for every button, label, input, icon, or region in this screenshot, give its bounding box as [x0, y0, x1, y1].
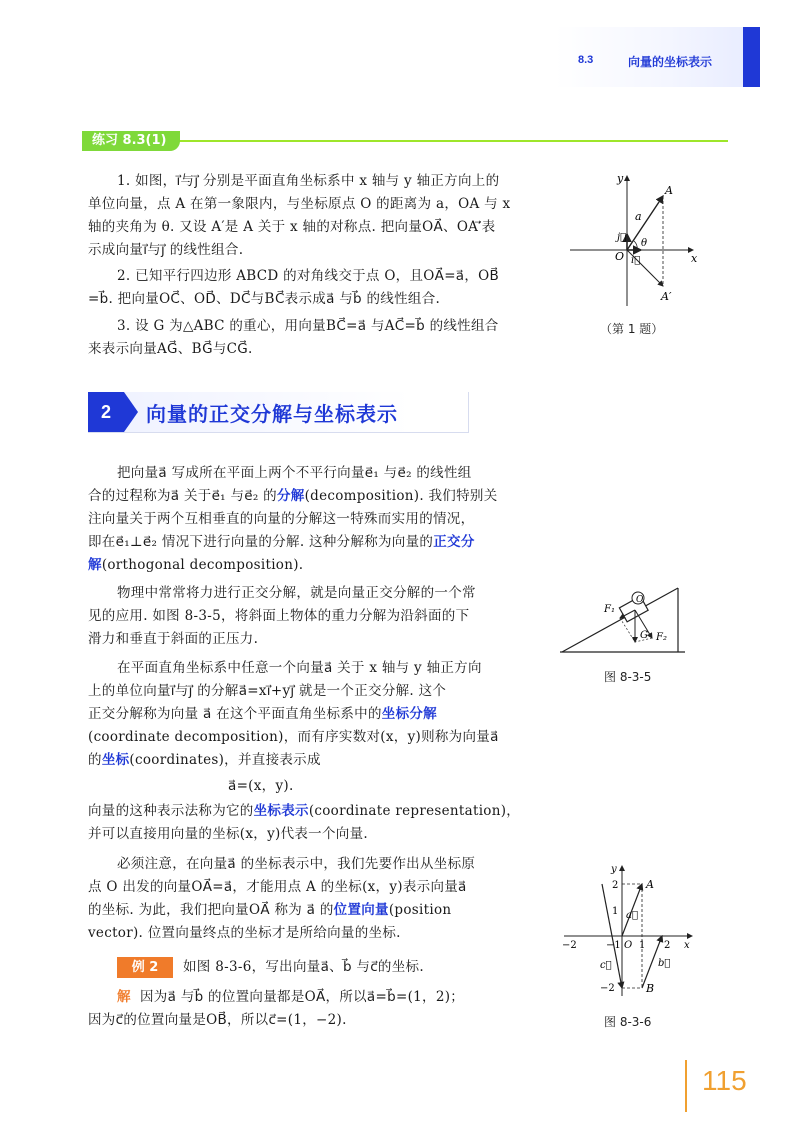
fig836-tick-y1: 1 — [612, 906, 619, 917]
solution-label: 解 — [117, 989, 131, 1005]
example-2-text: 如图 8-3-6，写出向量a⃗、b⃗ 与c⃗的坐标. — [183, 959, 424, 975]
fig835-label-f2: F₂ — [656, 632, 667, 643]
fig835-label-f1: F₁ — [604, 604, 615, 615]
para3-line-7: 并可以直接用向量的坐标(x，y)代表一个向量. — [88, 826, 368, 842]
fig836-label-a-vector: a⃗ — [626, 910, 638, 921]
figure-8-3-5 — [560, 580, 700, 660]
figure-8-3-6-caption: 图 8-3-6 — [604, 1015, 652, 1029]
fig1-label-origin: O — [615, 250, 625, 263]
fig836-label-b-point: B — [646, 982, 655, 995]
section-arrow — [124, 392, 138, 432]
section-number: 2 — [88, 392, 124, 432]
fig836-tick-x1: 1 — [639, 940, 646, 951]
fig1-label-length: a — [635, 210, 642, 223]
fig835-label-g: G — [640, 630, 648, 641]
header-section-number: 8.3 — [578, 54, 594, 66]
fig836-tick-xm2: −2 — [562, 940, 577, 951]
section-title: 向量的正交分解与坐标表示 — [146, 402, 398, 426]
exercise-1-figure-caption: （第 1 题） — [600, 322, 664, 336]
term-coordinate-decomposition: 坐标分解 — [381, 706, 437, 722]
fig1-label-i: i⃗ — [631, 255, 641, 266]
term-orthogonal-decomposition: 正交分 — [433, 534, 475, 550]
exercise-3-line-1: 3. 设 G 为△ABC 的重心，用向量BC⃗=a⃗ 与AC⃗=b⃗ 的线性组合 — [117, 318, 499, 334]
term-position-vector: 位置向量 — [333, 902, 389, 918]
fig836-label-y: y — [611, 864, 617, 875]
term-coordinate-representation: 坐标表示 — [253, 803, 309, 819]
para3-line-1: 在平面直角坐标系中任意一个向量a⃗ 关于 x 轴与 y 轴正方向 — [117, 660, 482, 676]
fig836-tick-ym2: −2 — [600, 983, 615, 994]
para1-line-3: 注向量关于两个互相垂直的向量的分解这一特殊而实用的情况， — [88, 511, 475, 527]
fig1-label-a-point: A — [665, 184, 673, 197]
exercise-tab: 练习 8.3(1) — [82, 131, 180, 151]
example-2-tab: 例 2 — [117, 957, 173, 978]
figure-8-3-5-caption: 图 8-3-5 — [604, 670, 652, 684]
exercise-1-line-4: 示成向量i⃗与j⃗ 的线性组合. — [88, 242, 244, 258]
para4-line-1: 必须注意，在向量a⃗ 的坐标表示中，我们先要作出从坐标原 — [117, 856, 476, 872]
exercise-2-line-1: 2. 已知平行四边形 ABCD 的对角线交于点 O，且OA⃗=a⃗，OB⃗ — [117, 268, 500, 284]
term-coordinates: 坐标 — [101, 752, 130, 768]
solution-line-2: 因为c⃗的位置向量是OB⃗，所以c⃗=(1，−2). — [88, 1012, 347, 1028]
para3-line-6: 向量的这种表示法称为它的坐标表示(coordinate representation)， — [88, 803, 521, 819]
fig836-tick-y2: 2 — [612, 880, 619, 891]
para3-line-2: 上的单位向量i⃗与j⃗ 的分解a⃗=xi⃗+yj⃗ 就是一个正交分解. 这个 — [88, 683, 447, 699]
fig1-label-j: j⃗ — [617, 232, 627, 243]
para4-line-4: vector). 位置向量终点的坐标才是所给向量的坐标. — [88, 925, 401, 941]
fig836-tick-ym1: −1 — [606, 940, 621, 951]
para4-line-2: 点 O 出发的向量OA⃗=a⃗，才能用点 A 的坐标(x，y)表示向量a⃗ — [88, 879, 467, 895]
page-number-divider — [685, 1060, 687, 1112]
para2-line-1: 物理中常常将力进行正交分解，就是向量正交分解的一个常 — [117, 585, 476, 601]
fig1-label-theta: θ — [641, 238, 648, 249]
fig1-label-x: x — [691, 252, 698, 265]
header-section-title: 向量的坐标表示 — [628, 55, 713, 69]
fig1-label-a-prime: A′ — [661, 290, 672, 303]
exercise-1-line-2: 单位向量，点 A 在第一象限内，与坐标原点 O 的距离为 a，OA 与 x — [88, 196, 511, 212]
para1-line-4: 即在e⃗₁⊥e⃗₂ 情况下进行向量的分解. 这种分解称为向量的正交分 — [88, 534, 475, 550]
para3-formula: a⃗=(x，y). — [228, 778, 294, 794]
para2-line-2: 见的应用. 如图 8-3-5，将斜面上物体的重力分解为沿斜面的下 — [88, 608, 470, 624]
para1-line-1: 把向量a⃗ 写成所在平面上两个不平行向量e⃗₁ 与e⃗₂ 的线性组 — [117, 465, 472, 481]
para3-line-5: 的坐标(coordinates)，并直接表示成 — [88, 752, 321, 768]
fig836-label-a-point: A — [646, 878, 654, 891]
solution-line-1: 解 因为a⃗ 与b⃗ 的位置向量都是OA⃗，所以a⃗=b⃗=(1，2)； — [117, 989, 465, 1005]
exercise-2-line-2: =b⃗. 把向量OC⃗、OD⃗、DC⃗与BC⃗表示成a⃗ 与b⃗ 的线性组合. — [88, 291, 441, 307]
exercise-1-line-1: 1. 如图，i⃗与j⃗ 分别是平面直角坐标系中 x 轴与 y 轴正方向上的 — [117, 173, 500, 189]
para1-line-5: 解(orthogonal decomposition). — [88, 557, 304, 573]
exercise-1-line-3: 轴的夹角为 θ. 又设 A′是 A 关于 x 轴的对称点. 把向量OA⃗、OA′⃗表 — [88, 219, 496, 235]
para1-line-2: 合的过程称为a⃗ 关于e⃗₁ 与e⃗₂ 的分解(decomposition). 我们特别关 — [88, 488, 498, 504]
exercise-3-line-2: 来表示向量AG⃗、BG⃗与CG⃗. — [88, 341, 253, 357]
exercise-1-figure — [565, 168, 705, 313]
fig1-label-y: y — [617, 172, 624, 185]
term-decomposition: 分解 — [276, 488, 305, 504]
fig835-label-o: O — [636, 595, 644, 605]
para2-line-3: 滑力和垂直于斜面的正压力. — [88, 631, 259, 647]
fig836-tick-x2: 2 — [664, 940, 671, 951]
fig836-label-c-vector: c⃗ — [600, 960, 612, 971]
page-number: 115 — [702, 1065, 747, 1096]
fig836-label-b-vector: b⃗ — [658, 958, 671, 969]
para3-line-3: 正交分解称为向量 a⃗ 在这个平面直角坐标系中的坐标分解 — [88, 706, 437, 722]
para3-line-4: (coordinate decomposition)，而有序实数对(x，y)则称为向量a⃗ — [88, 729, 499, 745]
para4-line-3: 的坐标. 为此，我们把向量OA⃗ 称为 a⃗ 的位置向量(position — [88, 902, 452, 918]
fig836-label-origin: O — [624, 940, 633, 951]
fig836-label-x: x — [684, 940, 690, 951]
figure-8-3-6 — [560, 860, 700, 1000]
